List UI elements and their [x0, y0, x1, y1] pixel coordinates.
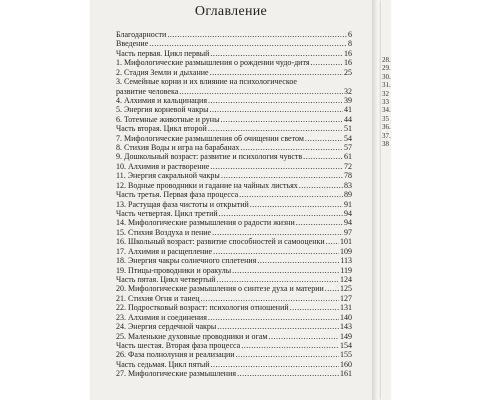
toc-entry-title: 11. Энергия сакральной чакры	[116, 171, 220, 181]
next-page-number: 37.	[382, 131, 391, 140]
toc-entry-title: Благодарности	[116, 30, 167, 39]
toc-entry	[116, 143, 352, 152]
toc-entry-title: развитие человека	[116, 86, 179, 96]
toc-entry-title: 9. Дошкольный возраст: развитие и психология чувств	[116, 152, 303, 162]
toc-entry-title: 6. Тотемные животные и руны	[116, 114, 220, 124]
toc-entry-title: 3. Семейные корни и их влияние на психологическое	[116, 77, 297, 87]
toc-entry-title: Часть вторая. Цикл второй	[116, 124, 207, 134]
dot-leader	[217, 275, 339, 284]
dot-leader	[296, 218, 343, 227]
toc-entry	[116, 294, 352, 303]
toc-entry-page: 154	[340, 340, 352, 350]
toc-list	[116, 30, 352, 379]
next-page-number: 33	[382, 97, 389, 106]
toc-entry-page: 140	[340, 312, 352, 322]
dot-leader	[241, 341, 339, 350]
dot-leader	[236, 350, 339, 359]
toc-entry-page: 16	[344, 58, 352, 68]
toc-entry-title: 24. Энергия сердечной чакры	[116, 322, 217, 332]
toc-entry-title: 10. Алхимия и растворение	[116, 161, 210, 171]
toc-entry-page: 155	[340, 350, 352, 360]
toc-entry	[116, 30, 352, 39]
toc-entry-page: 83	[344, 180, 352, 190]
toc-entry	[116, 266, 352, 275]
toc-entry-page: 109	[340, 246, 352, 256]
toc-entry	[116, 181, 352, 190]
dot-leader	[237, 369, 339, 378]
dot-leader	[221, 171, 343, 180]
toc-page	[90, 0, 372, 400]
toc-entry	[116, 313, 352, 322]
toc-entry-page: 57	[344, 143, 352, 153]
toc-entry	[116, 171, 352, 180]
toc-entry	[116, 275, 352, 284]
toc-entry	[116, 200, 352, 209]
dot-leader	[208, 313, 339, 322]
dot-leader	[210, 68, 343, 77]
dot-leader	[211, 360, 339, 369]
dot-leader	[250, 200, 343, 209]
next-page-number: 28.	[382, 56, 391, 64]
dot-leader	[240, 143, 343, 152]
toc-entry	[116, 115, 352, 124]
dot-leader	[167, 30, 347, 39]
toc-entry-page: 119	[340, 265, 352, 275]
toc-entry-page: 32	[344, 86, 352, 96]
toc-entry-page: 94	[344, 209, 352, 219]
dot-leader	[208, 124, 343, 133]
toc-entry-page: 78	[344, 171, 352, 181]
toc-entry-page: 39	[344, 95, 352, 105]
toc-entry-title: Часть седьмая. Цикл пятый	[116, 359, 210, 369]
toc-entry-page: 161	[340, 369, 352, 379]
toc-entry-title: 18. Энергия чакры солнечного сплетения	[116, 256, 257, 266]
toc-entry-title: 21. Стихия Огня и танец	[116, 293, 200, 303]
toc-entry-title: 13. Растущая фаза чистоты и открытий	[116, 199, 249, 209]
dot-leader	[210, 162, 343, 171]
toc-entry-title: 5. Энергия корневой чакры	[116, 105, 209, 115]
toc-entry-title: Часть шестая. Вторая фаза процесса	[116, 340, 241, 350]
dot-leader	[210, 49, 343, 58]
toc-entry	[116, 303, 352, 312]
toc-entry	[116, 284, 352, 293]
toc-entry-page: 97	[344, 227, 352, 237]
toc-entry-page: 113	[340, 256, 352, 266]
toc-entry-title: 19. Птицы-проводники и оракулы	[116, 265, 232, 275]
dot-leader	[210, 105, 343, 114]
toc-entry-title: 25. Маленькие духовные проводники и огам	[116, 331, 268, 341]
toc-entry-title: Часть третья. Первая фаза процесса	[116, 190, 239, 200]
dot-leader	[299, 181, 343, 190]
toc-entry-page: 94	[344, 218, 352, 228]
dot-leader	[325, 284, 339, 293]
toc-entry-page: 149	[340, 331, 352, 341]
toc-entry-page: 131	[340, 303, 352, 313]
toc-entry	[116, 124, 352, 133]
toc-entry-page: 125	[340, 284, 352, 294]
toc-entry	[116, 58, 352, 67]
toc-entry-title: 12. Водные проводники и гадание на чайных листьях	[116, 180, 298, 190]
toc-entry-title: Введение	[116, 39, 149, 49]
dot-leader	[268, 332, 339, 341]
toc-entry-title: 16. Школьный возраст: развитие способностей и самооценки	[116, 237, 325, 247]
dot-leader	[232, 266, 339, 275]
toc-entry-title: 23. Алхимия и соединения	[116, 312, 207, 322]
toc-entry-title: 15. Стихия Воздуха и пение	[116, 227, 212, 237]
toc-entry	[116, 237, 352, 246]
toc-entry-title: 2. Стадия Земли и дыхание	[116, 67, 209, 77]
toc-entry-title: 26. Фаза полнолуния и реализации	[116, 350, 235, 360]
next-page-number: 32	[382, 89, 389, 98]
dot-leader	[257, 256, 339, 265]
page-title: Оглавление	[194, 4, 268, 19]
toc-entry	[116, 322, 352, 331]
toc-entry-page: 91	[344, 199, 352, 209]
toc-entry	[116, 162, 352, 171]
dot-leader	[290, 303, 339, 312]
toc-entry	[116, 218, 352, 227]
toc-entry-page: 25	[344, 67, 352, 77]
toc-entry	[116, 228, 352, 237]
toc-entry-title: Часть первая. Цикл первый	[116, 48, 210, 58]
toc-entry	[116, 369, 352, 378]
dot-leader	[213, 247, 339, 256]
next-page-number: 30.	[382, 72, 391, 81]
toc-entry	[116, 350, 352, 359]
toc-entry	[116, 332, 352, 341]
toc-entry	[116, 190, 352, 199]
toc-entry-title: 17. Алхимия и расщепление	[116, 246, 213, 256]
dot-leader	[303, 152, 343, 161]
dot-leader	[239, 190, 343, 199]
toc-entry-title: 22. Подростковый возраст: психология отношений	[116, 303, 289, 313]
toc-entry	[116, 209, 352, 218]
dot-leader	[208, 96, 343, 105]
toc-entry-title: 7. Мифологические размышления об очищении светом	[116, 133, 304, 143]
toc-entry	[116, 152, 352, 161]
toc-entry-page: 54	[344, 133, 352, 143]
toc-entry	[116, 341, 352, 350]
toc-entry-title: 4. Алхимия и кальцинация	[116, 95, 208, 105]
dot-leader	[217, 322, 339, 331]
toc-entry-title: 14. Мифологические размышления о радости жизни	[116, 218, 295, 228]
toc-entry	[116, 68, 352, 77]
dot-leader	[179, 87, 343, 96]
next-page-number: 38	[382, 139, 389, 148]
toc-entry	[116, 87, 352, 96]
toc-entry-page: 44	[344, 114, 352, 124]
toc-entry-page: 6	[348, 30, 352, 39]
toc-entry-page: 51	[344, 124, 352, 134]
dot-leader	[201, 294, 339, 303]
next-page-number: 36.	[382, 123, 391, 132]
toc-entry	[116, 49, 352, 58]
dot-leader	[326, 237, 339, 246]
toc-entry-title: 8. Стихия Воды и игра на барабанах	[116, 143, 240, 153]
toc-entry	[116, 105, 352, 114]
toc-entry-page: 127	[340, 293, 352, 303]
toc-entry	[116, 247, 352, 256]
toc-entry	[116, 39, 352, 48]
dot-leader	[311, 58, 343, 67]
toc-entry-page: 8	[348, 39, 352, 49]
next-page-number: 35	[382, 114, 389, 123]
next-page-number: 31.	[382, 81, 391, 90]
toc-entry-page: 124	[340, 274, 352, 284]
next-page-numbers	[382, 56, 391, 148]
toc-entry-page: 143	[340, 322, 352, 332]
toc-entry	[116, 77, 352, 86]
toc-entry-page: 61	[344, 152, 352, 162]
toc-entry-page: 89	[344, 190, 352, 200]
toc-entry-page: 41	[344, 105, 352, 115]
next-page-number: 29.	[382, 64, 391, 73]
next-page-edge	[381, 0, 391, 400]
dot-leader	[149, 39, 347, 48]
toc-entry	[116, 134, 352, 143]
toc-entry	[116, 360, 352, 369]
next-page-number: 34.	[382, 106, 391, 115]
toc-entry-title: 27. Мифологические размышления	[116, 369, 237, 379]
dot-leader	[220, 115, 343, 124]
dot-leader	[212, 228, 343, 237]
toc-entry	[116, 256, 352, 265]
toc-entry-page: 101	[340, 237, 352, 247]
toc-entry-page: 160	[340, 359, 352, 369]
book-gutter	[372, 0, 380, 400]
toc-entry-page: 16	[344, 48, 352, 58]
toc-entry-title: 1. Мифологические размышления о рождении чудо-дитя	[116, 58, 310, 68]
dot-leader	[305, 134, 343, 143]
toc-entry-title: Часть четвертая. Цикл третий	[116, 209, 218, 219]
toc-entry-title: 20. Мифологические размышления о синтезе духа и материи	[116, 284, 324, 294]
dot-leader	[219, 209, 343, 218]
toc-entry-page: 72	[344, 161, 352, 171]
toc-entry	[116, 96, 352, 105]
toc-entry-title: Часть пятая. Цикл четвертый	[116, 274, 216, 284]
